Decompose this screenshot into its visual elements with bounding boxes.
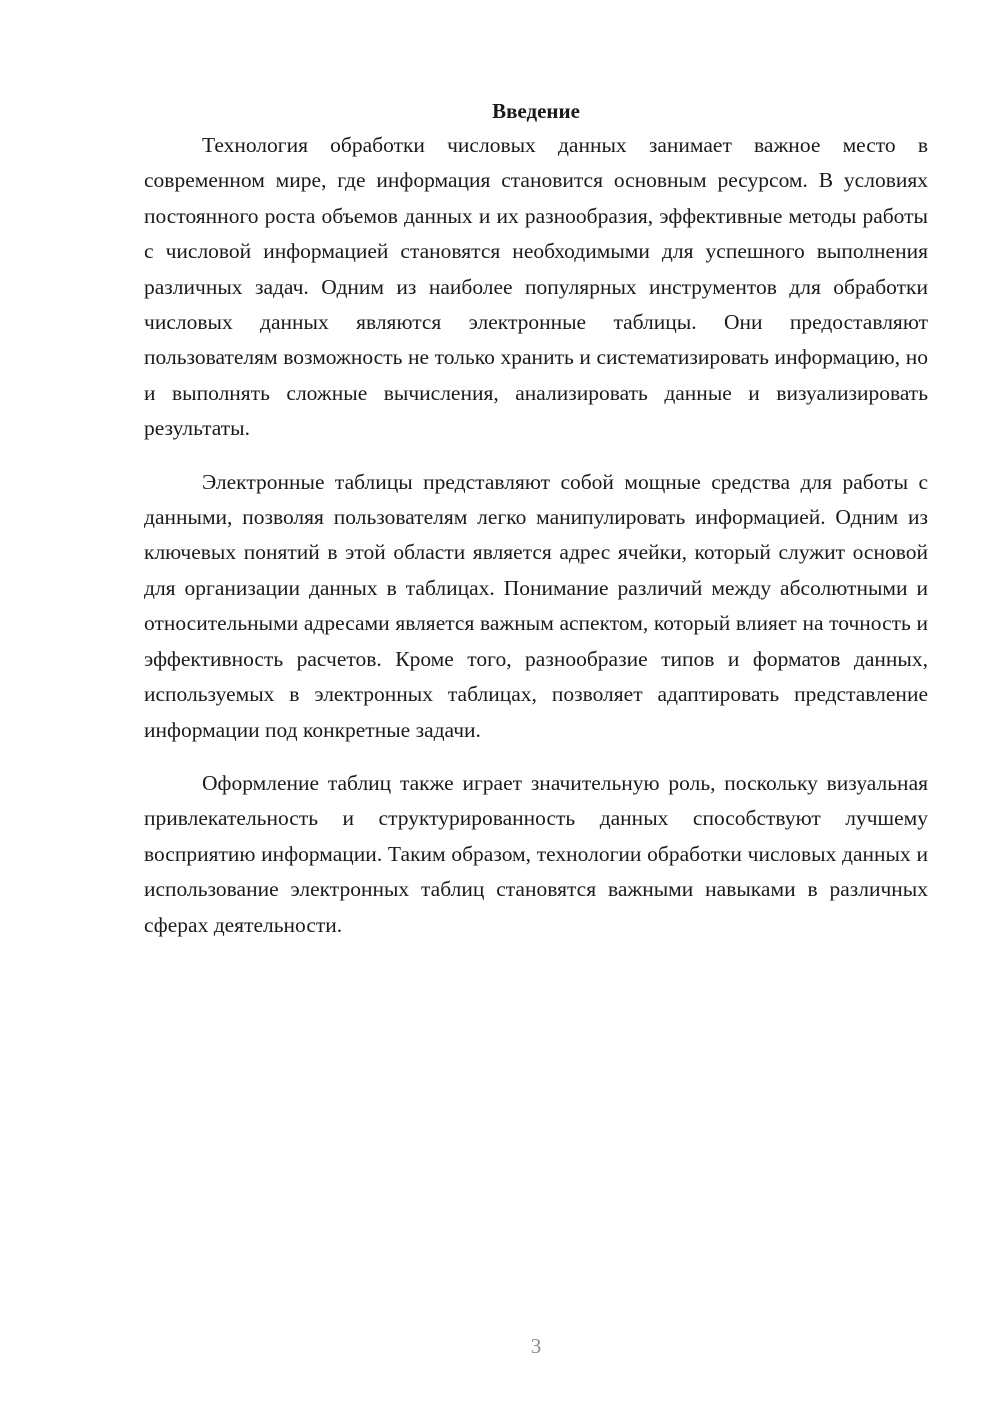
paragraph-2: Электронные таблицы представляют собой мощные средства для работы с данными, позволяя пользователям легко манипулировать информацией. Одним из ключевых понятий в этой области является адрес ячейки, который служит основой для организации данных в таблицах. Понимание различий между абсолютными и относительными адресами является важным аспектом, который влияет на точность и эффективность расчетов. Кроме того, разнообразие типов и форматов данных, используемых в электронных таблицах, позволяет адаптировать представление информации под конкретные задачи. [144,469,928,742]
page-content [144,96,928,961]
page-number: 3 [530,1334,542,1358]
section-heading: Введение [492,99,580,123]
paragraph-1: Технология обработки числовых данных занимает важное место в современном мире, где информация становится основным ресурсом. В условиях постоянного роста объемов данных и их разнообразия, эффективные методы работы с числовой информацией становятся необходимыми для успешного выполнения различных задач. Одним из наиболее популярных инструментов для обработки числовых данных являются электронные таблицы. Они предоставляют пользователям возможность не только хранить и систематизировать информацию, но и выполнять сложные вычисления, анализировать данные и визуализировать результаты. [144,133,928,441]
paragraph-3: Оформление таблиц также играет значительную роль, поскольку визуальная привлекательность и структурированность данных способствуют лучшему восприятию информации. Таким образом, технологии обработки числовых данных и использование электронных таблиц становятся важными навыками в различных сферах деятельности. [144,770,928,937]
